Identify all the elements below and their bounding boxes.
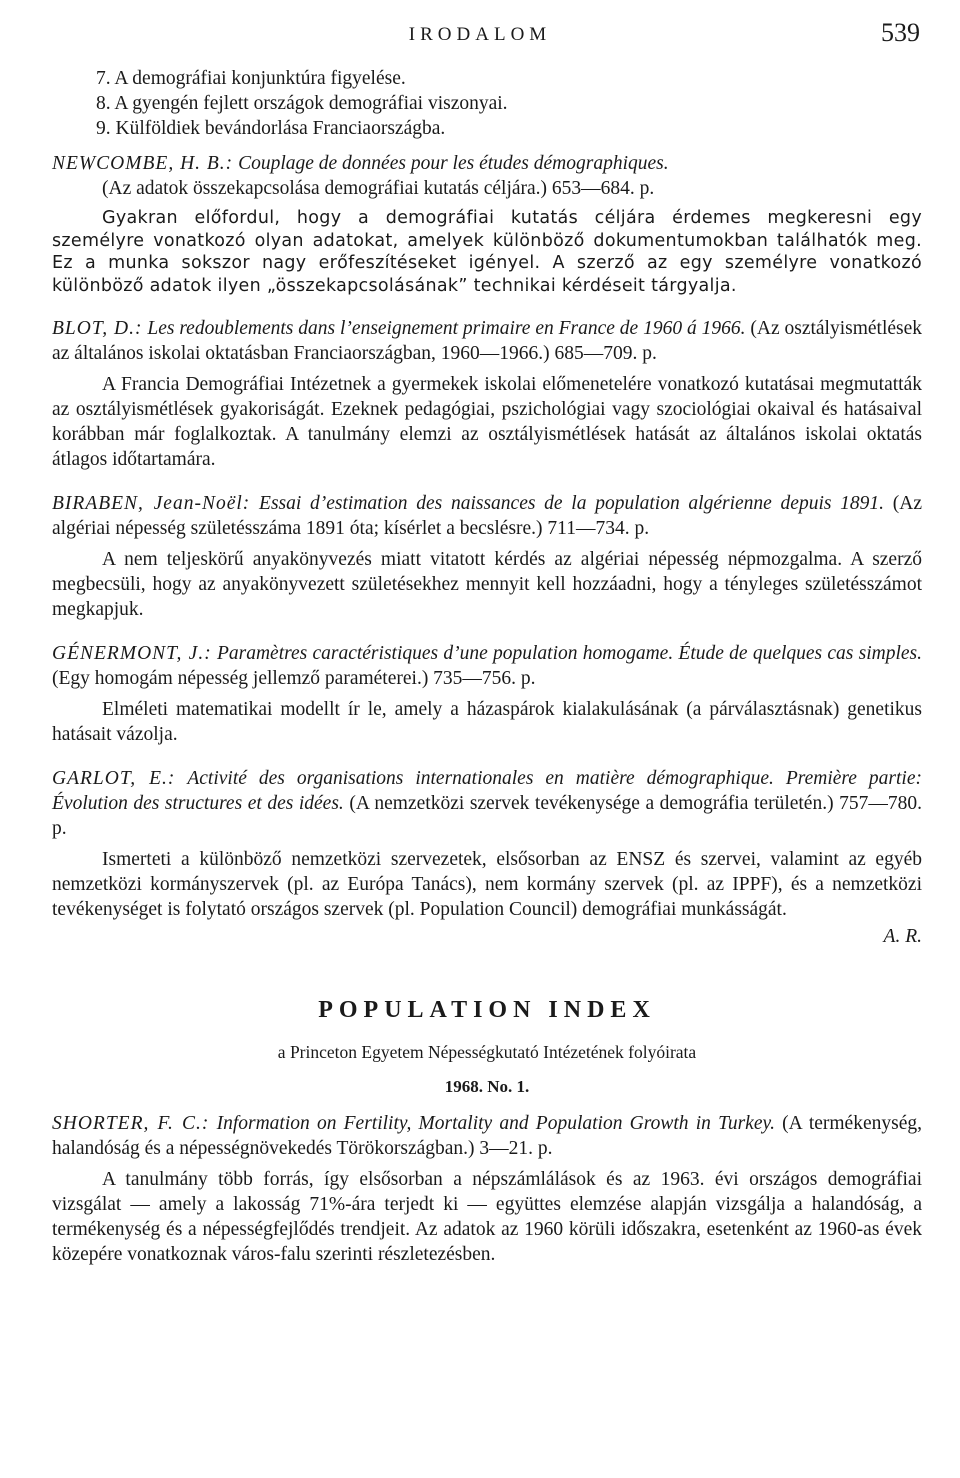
citation-author: GÉNERMONT, J.: xyxy=(52,643,212,664)
citation xyxy=(52,491,922,541)
bibliography-entry xyxy=(52,316,922,472)
entry-abstract: A nem teljeskörű anyakönyvezés miatt vitatott kérdés az algériai népesség népmozgalma. A szerző megbecsüli, hogy az anyakönyvezett születésekhez mennyit kell hozzáadni, hogy a tényleges születésszámot megkapjuk. xyxy=(52,549,922,620)
citation xyxy=(52,766,922,841)
citation-title: Les redoublements dans l’enseignement primaire en France de 1960 á 1966. xyxy=(147,318,746,339)
page-content xyxy=(52,66,922,1267)
citation-translation: (Az algériai népesség születésszáma 1891 óta; kísérlet a becslésre.) 711—734. p. xyxy=(52,493,923,539)
citation-author: BIRABEN, Jean-Noël: xyxy=(52,493,251,514)
section-issue: 1968. No. 1. xyxy=(444,1077,530,1096)
citation-translation: (A nemzetközi szervek tevékenysége a demográfia területén.) 757—780. p. xyxy=(52,793,922,839)
bibliography-entry xyxy=(52,1111,922,1267)
entry-abstract: A tanulmány több forrás, így elsősorban a népszámlálások és az 1963. évi országos demográfiai vizsgálat — amely a lakosság 71%-ára terjedt ki — együttes elemzése alapján vizsgálja a halandóság, a termékenység és a népességfejlődés trendjeit. Az adatok az 1960 körüli időszakra, esetenként az 1960-as évek közepére vonatkoznak város-falu szerinti részletezésben. xyxy=(52,1169,922,1265)
citation-title: Activité des organisations internationales en matière démographique. Première partie: Évolution des structures et des idées. xyxy=(52,768,922,814)
entry-abstract: Ismerteti a különböző nemzetközi szervezetek, elsősorban az ENSZ és szervei, valamint az egyéb nemzetközi kormányszervek (pl. az Európa Tanács), nem kormány szervek (pl. az IPPF), és a nemzetközi tevékenységet is folytató országos szervek (pl. Population Council) demográfiai munkásságát. xyxy=(52,849,922,920)
entry-abstract: Elméleti matematikai modellt ír le, amely a házaspárok kialakulásának (a párválasztásnak) genetikus hatásait vázolja. xyxy=(52,699,922,745)
bibliography-entry xyxy=(52,766,922,949)
citation-title: Couplage de données pour les études démographiques. xyxy=(238,153,669,174)
section-title: POPULATION INDEX xyxy=(318,997,656,1023)
list-item: 8. A gyengén fejlett országok demográfiai viszonyai. xyxy=(96,93,508,114)
citation-author: BLOT, D.: xyxy=(52,318,143,339)
citation-translation: (Az osztályismétlések az általános iskolai oktatásban Franciaországban, 1960—1966.) 685—709. p. xyxy=(52,318,923,364)
citation xyxy=(52,641,922,691)
list-item: 7. A demográfiai konjunktúra figyelése. xyxy=(96,68,406,89)
citation xyxy=(52,1111,922,1161)
citation-translation: (Az adatok összekapcsolása demográfiai kutatás céljára.) 653—684. p. xyxy=(102,178,655,199)
citation-title: Paramètres caractéristiques d’une population homogame. Étude de quelques cas simples. xyxy=(216,643,922,664)
entry-abstract: A Francia Demográfiai Intézetnek a gyermekek iskolai előmenetelére vonatkozó kutatásai megmutatták az osztályismétlések gyakoriságát. Ezeknek pedagógiai, pszichológiai vagy szociológiai okaival és hatásaival korábban már foglalkoztak. A tanulmány elemzi az osztályismétlések hatását az általános iskolai oktatás átlagos időtartamára. xyxy=(52,374,922,470)
citation-translation: (A termékenység, halandóság és a népességnövekedés Törökországban.) 3—21. p. xyxy=(52,1113,922,1159)
running-title: IRODALOM xyxy=(408,24,552,45)
citation-author: NEWCOMBE, H. B.: xyxy=(52,153,234,174)
citation-title: Essai d’estimation des naissances de la population algérienne depuis 1891. xyxy=(259,493,885,514)
page-number: 539 xyxy=(881,18,920,47)
citation xyxy=(52,316,922,366)
page-header xyxy=(0,18,960,52)
list-item: 9. Külföldiek bevándorlása Franciaországba. xyxy=(96,118,446,139)
citation-title: Information on Fertility, Mortality and Population Growth in Turkey. xyxy=(216,1113,775,1134)
bibliography-entry xyxy=(52,151,922,297)
section-subtitle: a Princeton Egyetem Népességkutató Intézetének folyóirata xyxy=(277,1042,697,1062)
citation-author: GARLOT, E.: xyxy=(52,768,176,789)
bibliography-entry xyxy=(52,491,922,622)
citation-author: SHORTER, F. C.: xyxy=(52,1113,210,1134)
bibliography-entry xyxy=(52,641,922,747)
citation-translation: (Egy homogám népesség jellemző paraméterei.) 735—756. p. xyxy=(52,668,536,689)
entry-abstract: Gyakran előfordul, hogy a demográfiai kutatás céljára érdemes megkeresni egy személyre vonatkozó olyan adatokat, amelyek különböző dokumentumokban találhatók meg. Ez a munka sokszor nagy erőfeszítéseket igényel. A szerző az egy személyre vonatkozó különböző adatok ilyen „összekapcsolásának” technikai kérdéseit tárgyalja. xyxy=(52,208,922,296)
citation xyxy=(52,151,922,201)
reviewer-signature: A. R. xyxy=(883,926,922,947)
